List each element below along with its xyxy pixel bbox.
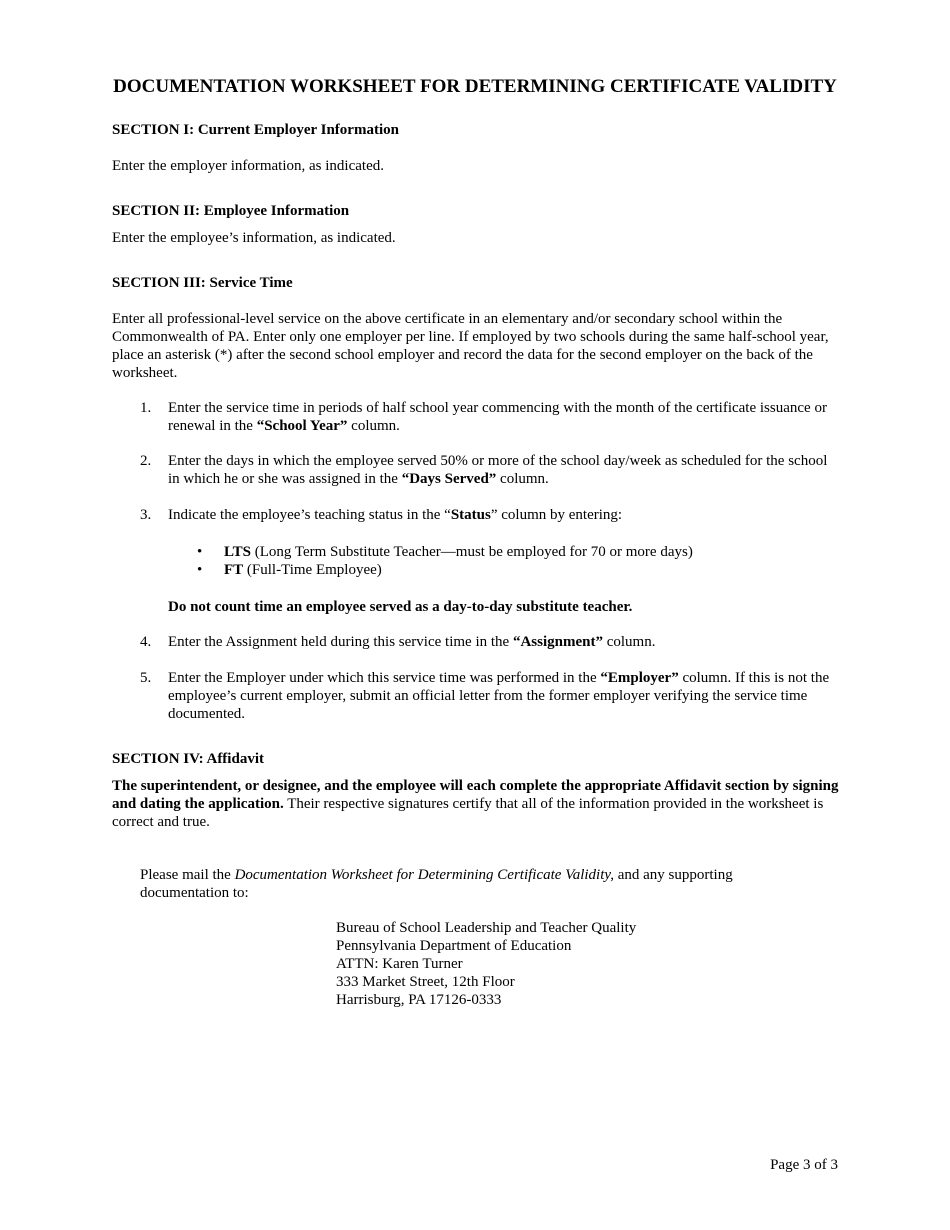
item-number: 1. [140, 400, 152, 416]
document-title: DOCUMENTATION WORKSHEET FOR DETERMINING CERTIFICATE VALIDITY [113, 76, 837, 97]
address-line: Harrisburg, PA 17126-0333 [336, 992, 502, 1008]
address-line: Pennsylvania Department of Education [336, 938, 572, 954]
bullet-icon: • [197, 544, 203, 560]
section-2-text: Enter the employee’s information, as indicated. [112, 230, 396, 246]
item-number: 4. [140, 634, 152, 650]
item-number: 3. [140, 507, 152, 523]
list-item: Enter the Assignment held during this service time in the “Assignment” column. [168, 634, 656, 650]
section-3-intro: Enter all professional-level service on the above certificate in an elementary and/or secondary school within the Commonwealth of PA. Enter only one employer per line. If employed by two schools during the same half-school year, place an asterisk (*) after the second school employer and record the data for the second employer on the back of the worksheet. [112, 311, 829, 381]
section-1-text: Enter the employer information, as indicated. [112, 158, 384, 174]
page-number: Page 3 of 3 [770, 1157, 838, 1173]
address-line: ATTN: Karen Turner [336, 956, 463, 972]
status-option: LTS (Long Term Substitute Teacher—must be employed for 70 or more days) [224, 544, 693, 560]
list-item: Enter the days in which the employee served 50% or more of the school day/week as scheduled for the school in which he or she was assigned in the “Days Served” column. [168, 453, 828, 487]
mail-instructions: Please mail the Documentation Worksheet for Determining Certificate Validity, and any supporting documentation to: [140, 867, 733, 901]
list-item: Enter the service time in periods of half school year commencing with the month of the certificate issuance or renewal in the “School Year” column. [168, 400, 827, 434]
section-3-heading: SECTION III: Service Time [112, 275, 293, 291]
section-1-heading: SECTION I: Current Employer Information [112, 122, 399, 138]
list-item: Enter the Employer under which this service time was performed in the “Employer” column. If this is not the employee’s current employer, submit an official letter from the former employer verifying the service time documented. [168, 670, 830, 722]
address-line: 333 Market Street, 12th Floor [336, 974, 515, 990]
list-item: Indicate the employee’s teaching status in the “Status” column by entering: [168, 507, 623, 523]
status-option: FT (Full-Time Employee) [224, 562, 382, 578]
section-2-heading: SECTION II: Employee Information [112, 203, 350, 219]
item-number: 5. [140, 670, 152, 686]
item-number: 2. [140, 453, 152, 469]
section-4-heading: SECTION IV: Affidavit [112, 751, 264, 767]
address-line: Bureau of School Leadership and Teacher Quality [336, 920, 637, 936]
section-4-text: The superintendent, or designee, and the employee will each complete the appropriate Affidavit section by signing and dating the application. Their respective signatures certify that all of the information provided in the worksheet is correct and true. [112, 778, 839, 830]
substitute-note: Do not count time an employee served as a day-to-day substitute teacher. [168, 599, 633, 615]
bullet-icon: • [197, 562, 203, 578]
